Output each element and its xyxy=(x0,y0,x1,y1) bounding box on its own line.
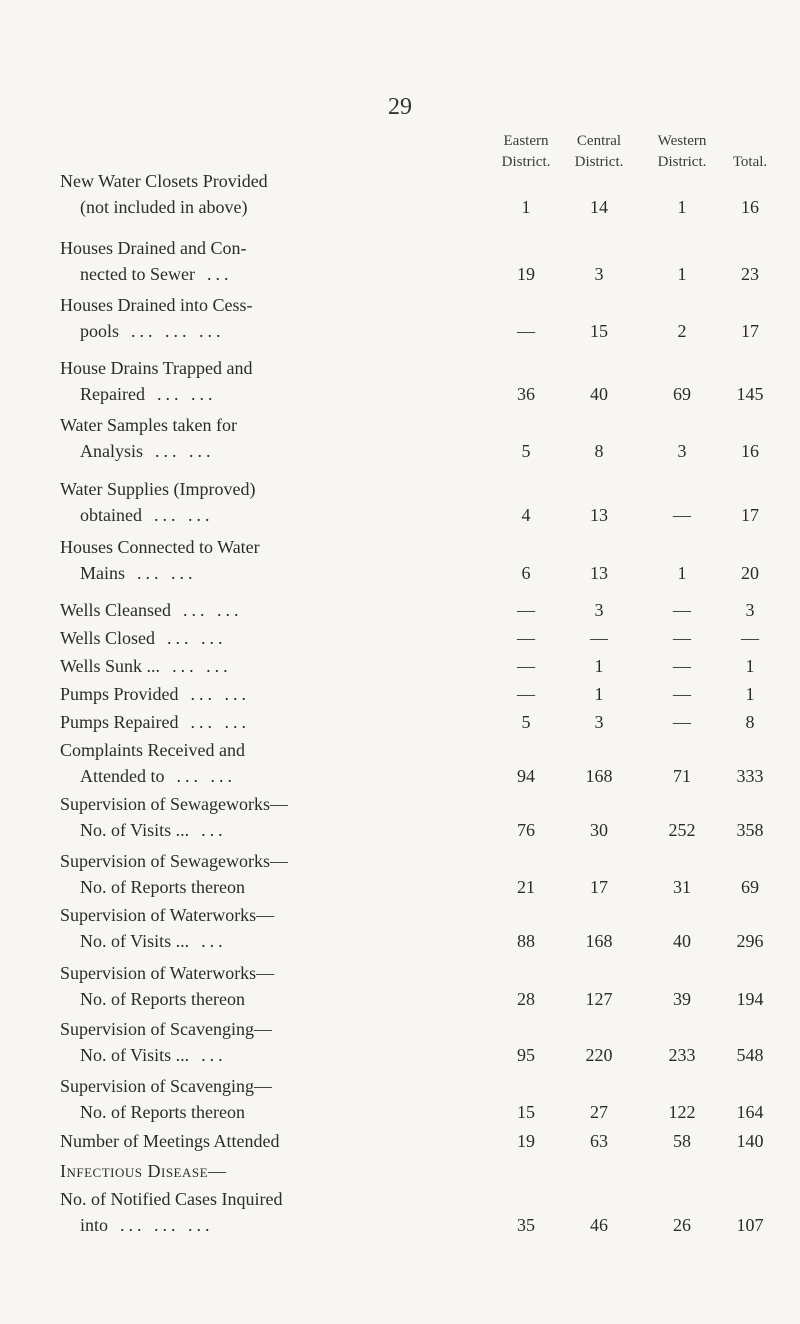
cell-value: 16 xyxy=(741,441,759,461)
cell-value: — xyxy=(517,684,535,704)
cell-value: 1 xyxy=(594,656,604,676)
cell-value: 13 xyxy=(590,505,608,525)
row-label: No. of Visits ... ... xyxy=(80,931,227,951)
column-header-line1 xyxy=(710,131,790,152)
cell-value: 58 xyxy=(673,1131,691,1151)
cell-value: 140 xyxy=(736,1131,764,1151)
cell-value: 76 xyxy=(517,820,535,840)
cell-value: 30 xyxy=(590,820,608,840)
row-label: No. of Reports thereon xyxy=(80,877,245,897)
cell-value: 3 xyxy=(677,441,687,461)
cell-value: 69 xyxy=(673,384,691,404)
row-label: nected to Sewer ... xyxy=(80,264,233,284)
cell-value: 233 xyxy=(668,1045,696,1065)
leader-dots: ... ... xyxy=(190,684,251,704)
row-label: New Water Closets Provided xyxy=(60,171,268,191)
column-header-line1: Eastern xyxy=(503,133,549,149)
column-header xyxy=(710,131,790,173)
row-label: No. of Reports thereon xyxy=(80,1102,245,1122)
cell-value: 69 xyxy=(741,877,759,897)
row-label: Supervision of Waterworks— xyxy=(60,905,275,925)
row-label: (not included in above) xyxy=(80,197,248,217)
cell-value: 220 xyxy=(585,1045,613,1065)
row-label: Supervision of Sewageworks— xyxy=(60,794,288,814)
cell-value: 3 xyxy=(745,600,755,620)
cell-value: 8 xyxy=(745,712,755,732)
cell-value: 1 xyxy=(521,197,531,217)
row-label: into ... ... ... xyxy=(80,1215,214,1235)
cell-value: 39 xyxy=(673,989,691,1009)
leader-dots: ... ... xyxy=(167,628,227,648)
cell-value: 35 xyxy=(517,1215,535,1235)
cell-value: 1 xyxy=(745,684,755,704)
cell-value: 15 xyxy=(517,1102,535,1122)
cell-value: 17 xyxy=(741,321,759,341)
column-header-line2: District. xyxy=(574,154,624,170)
cell-value: 19 xyxy=(517,264,535,284)
cell-value: 1 xyxy=(677,563,687,583)
cell-value: 26 xyxy=(673,1215,691,1235)
leader-dots: ... xyxy=(206,264,233,284)
cell-value: 2 xyxy=(677,321,687,341)
row-label: Supervision of Scavenging— xyxy=(60,1019,272,1039)
cell-value: — xyxy=(517,321,535,341)
cell-value: 122 xyxy=(668,1102,696,1122)
row-label: No. of Notified Cases Inquired xyxy=(60,1189,283,1209)
row-label: No. of Visits ... ... xyxy=(80,1045,227,1065)
row-label: Attended to ... ... xyxy=(80,766,236,786)
cell-value: 145 xyxy=(736,384,764,404)
row-label: Wells Closed ... ... xyxy=(60,628,227,648)
leader-dots: ... ... ... xyxy=(131,321,225,341)
row-label: Wells Cleansed ... ... xyxy=(60,600,243,620)
page-number: 29 xyxy=(388,94,412,120)
row-label: Mains ... ... xyxy=(80,563,197,583)
column-header-line1: Western xyxy=(657,133,707,149)
cell-value: 88 xyxy=(517,931,535,951)
row-label: Wells Sunk ... ... ... xyxy=(60,656,232,676)
leader-dots: ... xyxy=(201,931,227,951)
leader-dots: ... ... ... xyxy=(120,1215,214,1235)
cell-value: 168 xyxy=(585,766,613,786)
cell-value: 15 xyxy=(590,321,608,341)
cell-value: — xyxy=(517,600,535,620)
row-label: Repaired ... ... xyxy=(80,384,217,404)
leader-dots: ... ... xyxy=(172,656,232,676)
cell-value: 296 xyxy=(736,931,764,951)
cell-value: 164 xyxy=(736,1102,764,1122)
cell-value: 107 xyxy=(736,1215,764,1235)
cell-value: — xyxy=(673,712,691,732)
cell-value: 31 xyxy=(673,877,691,897)
row-label: Supervision of Waterworks— xyxy=(60,963,275,983)
cell-value: — xyxy=(673,628,691,648)
cell-value: 8 xyxy=(594,441,604,461)
row-label: Houses Drained into Cess- xyxy=(60,295,253,315)
column-header-line2: District. xyxy=(501,154,551,170)
cell-value: — xyxy=(590,628,608,648)
leader-dots: ... ... xyxy=(190,712,250,732)
cell-value: 252 xyxy=(668,820,696,840)
row-label: House Drains Trapped and xyxy=(60,358,253,378)
cell-value: 40 xyxy=(590,384,608,404)
cell-value: 17 xyxy=(741,505,759,525)
leader-dots: ... xyxy=(201,1045,227,1065)
leader-dots: ... ... xyxy=(156,384,217,404)
column-header-line2: Total. xyxy=(732,154,768,170)
row-label: Supervision of Scavenging— xyxy=(60,1076,272,1096)
row-label: Pumps Repaired ... ... xyxy=(60,712,250,732)
cell-value: 16 xyxy=(741,197,759,217)
row-label: pools ... ... ... xyxy=(80,321,225,341)
cell-value: 95 xyxy=(517,1045,535,1065)
cell-value: 1 xyxy=(677,264,687,284)
row-label: Number of Meetings Attended xyxy=(60,1131,280,1151)
cell-value: 71 xyxy=(673,766,691,786)
cell-value: 3 xyxy=(594,600,604,620)
leader-dots: ... ... xyxy=(183,600,243,620)
cell-value: — xyxy=(741,628,759,648)
row-label: No. of Visits ... ... xyxy=(80,820,227,840)
column-header xyxy=(559,131,639,173)
cell-value: 21 xyxy=(517,877,535,897)
cell-value: 4 xyxy=(521,505,531,525)
row-label: Supervision of Sewageworks— xyxy=(60,851,288,871)
column-header xyxy=(486,131,566,173)
cell-value: 3 xyxy=(594,712,604,732)
row-label: Complaints Received and xyxy=(60,740,245,760)
cell-value: 23 xyxy=(741,264,759,284)
cell-value: 194 xyxy=(736,989,764,1009)
cell-value: 20 xyxy=(741,563,759,583)
cell-value: 6 xyxy=(521,563,531,583)
cell-value: — xyxy=(673,656,691,676)
cell-value: 28 xyxy=(517,989,535,1009)
cell-value: 358 xyxy=(736,820,764,840)
column-header-line1: Central xyxy=(576,133,622,149)
cell-value: 168 xyxy=(585,931,613,951)
column-header-line2: District. xyxy=(657,154,707,170)
cell-value: — xyxy=(673,684,691,704)
row-label: Water Supplies (Improved) xyxy=(60,479,256,499)
row-label: Water Samples taken for xyxy=(60,415,237,435)
leader-dots: ... ... xyxy=(176,766,236,786)
cell-value: 46 xyxy=(590,1215,608,1235)
cell-value: 5 xyxy=(521,712,531,732)
cell-value: 1 xyxy=(594,684,604,704)
leader-dots: ... ... xyxy=(153,505,214,525)
cell-value: — xyxy=(673,505,691,525)
cell-value: — xyxy=(517,628,535,648)
cell-value: 3 xyxy=(594,264,604,284)
leader-dots: ... ... xyxy=(137,563,197,583)
cell-value: 333 xyxy=(736,766,764,786)
section-heading: Infectious Disease— xyxy=(60,1161,227,1181)
row-label: No. of Reports thereon xyxy=(80,989,245,1009)
cell-value: 17 xyxy=(590,877,608,897)
cell-value: 19 xyxy=(517,1131,535,1151)
cell-value: 548 xyxy=(736,1045,764,1065)
cell-value: 13 xyxy=(590,563,608,583)
row-label: Houses Connected to Water xyxy=(60,537,260,557)
row-label: Pumps Provided ... ... xyxy=(60,684,251,704)
cell-value: 5 xyxy=(521,441,531,461)
cell-value: 94 xyxy=(517,766,535,786)
row-label: Analysis ... ... xyxy=(80,441,215,461)
cell-value: 1 xyxy=(745,656,755,676)
row-label: obtained ... ... xyxy=(80,505,214,525)
cell-value: 127 xyxy=(585,989,613,1009)
cell-value: 63 xyxy=(590,1131,608,1151)
cell-value: — xyxy=(673,600,691,620)
cell-value: — xyxy=(517,656,535,676)
cell-value: 14 xyxy=(590,197,608,217)
leader-dots: ... xyxy=(201,820,227,840)
cell-value: 40 xyxy=(673,931,691,951)
cell-value: 36 xyxy=(517,384,535,404)
row-label: Houses Drained and Con- xyxy=(60,238,247,258)
cell-value: 1 xyxy=(677,197,687,217)
cell-value: 27 xyxy=(590,1102,608,1122)
leader-dots: ... ... xyxy=(155,441,215,461)
